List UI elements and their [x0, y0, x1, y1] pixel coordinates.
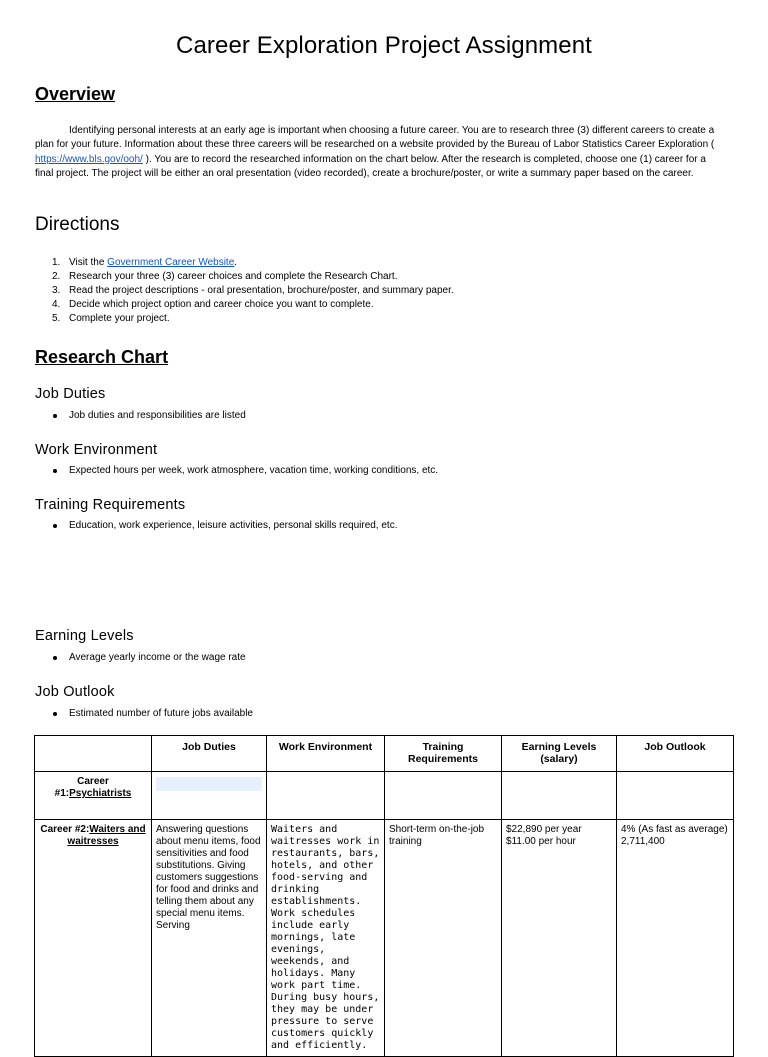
career-1-environment-cell[interactable]: [267, 772, 385, 820]
overview-text-1: Identifying personal interests at an early age is important when choosing a future career. You are to research three (3) different careers to create a plan for your future. Information about these three careers will be researched on a website provided by the Bureau of Labor Statistics Career Exploration (: [35, 125, 715, 151]
table-row: [35, 820, 734, 1057]
selection-highlight: [156, 777, 262, 791]
job-duties-heading: Job Duties: [35, 386, 106, 402]
bullet-item: Average yearly income or the wage rate: [35, 651, 246, 665]
government-career-website-link[interactable]: Government Career Website: [107, 257, 235, 268]
work-environment-list: [35, 464, 438, 478]
bullet-item: Job duties and responsibilities are listed: [35, 409, 246, 423]
job-duties-list: [35, 409, 246, 423]
career-2-environment-cell[interactable]: Waiters and waitresses work in restaurants, bars, hotels, and other food-serving and drinking establishments. Work schedules include early mornings, late evenings, weekends, and holidays. Many work part time. During busy hours, they may be under pressure to serve customers quickly and efficiently.: [267, 820, 385, 1057]
table-row: [35, 772, 734, 820]
career-2-training-cell[interactable]: Short-term on-the-job training: [385, 820, 502, 1057]
directions-list: [35, 256, 454, 326]
table-header-cell: Job Outlook: [617, 736, 734, 772]
document-title: Career Exploration Project Assignment: [176, 32, 592, 59]
work-environment-heading: Work Environment: [35, 442, 158, 458]
earning-levels-list: [35, 651, 246, 665]
career-1-name: Psychiatrists: [69, 788, 132, 799]
career-1-label: Career #1:Psychiatrists: [35, 772, 152, 820]
table-header-cell: Training Requirements: [385, 736, 502, 772]
training-requirements-list: [35, 519, 398, 533]
overview-heading: Overview: [35, 84, 116, 104]
overview-text-2: ). You are to record the researched information on the chart below. After the research is completed, choose one (1) career for a final project. The project will be either an oral presentation (video recorded), create a brochure/poster, or write a summary paper based on the career.: [35, 153, 706, 180]
direction-item: 1. Visit the Government Career Website.: [52, 257, 238, 268]
career-2-label: Career #2:Waiters and waitresses: [35, 820, 152, 1057]
career-1-outlook-cell[interactable]: [617, 772, 734, 820]
table-header-cell: Job Duties: [152, 736, 267, 772]
research-chart-heading: Research Chart: [35, 347, 169, 367]
job-outlook-list: [35, 707, 253, 721]
bls-link[interactable]: https://www.bls.gov/ooh/: [35, 153, 143, 165]
direction-item: 4. Decide which project option and career choice you want to complete.: [52, 299, 374, 310]
job-outlook-heading: Job Outlook: [35, 684, 115, 700]
bullet-item: Estimated number of future jobs available: [35, 707, 253, 721]
table-header-cell: Earning Levels (salary): [502, 736, 617, 772]
career-2-outlook-cell[interactable]: 4% (As fast as average) 2,711,400: [617, 820, 734, 1057]
career-2-duties-cell[interactable]: Answering questions about menu items, food sensitivities and food substitutions. Giving customers suggestions for food and drinks and telling them about any special menu items. Serving: [152, 820, 267, 1057]
table-header-row: [35, 736, 734, 772]
table-header-cell: [35, 736, 152, 772]
training-requirements-heading: Training Requirements: [35, 497, 186, 513]
earning-levels-heading: Earning Levels: [35, 628, 134, 644]
career-2-earning-cell[interactable]: $22,890 per year $11.00 per hour: [502, 820, 617, 1057]
bullet-item: Education, work experience, leisure activities, personal skills required, etc.: [35, 519, 398, 533]
direction-item: 3. Read the project descriptions - oral presentation, brochure/poster, and summary paper.: [52, 285, 454, 296]
direction-item: 2. Research your three (3) career choices and complete the Research Chart.: [52, 271, 398, 282]
career-2-name: Waiters and waitresses: [67, 824, 146, 847]
research-chart-table: [34, 735, 734, 1057]
direction-item: 5. Complete your project.: [52, 313, 170, 324]
career-1-duties-cell[interactable]: [152, 772, 267, 820]
overview-paragraph: [35, 124, 725, 182]
career-1-earning-cell[interactable]: [502, 772, 617, 820]
directions-heading: Directions: [35, 214, 120, 235]
career-1-training-cell[interactable]: [385, 772, 502, 820]
table-header-cell: Work Environment: [267, 736, 385, 772]
bullet-item: Expected hours per week, work atmosphere, vacation time, working conditions, etc.: [35, 464, 438, 478]
